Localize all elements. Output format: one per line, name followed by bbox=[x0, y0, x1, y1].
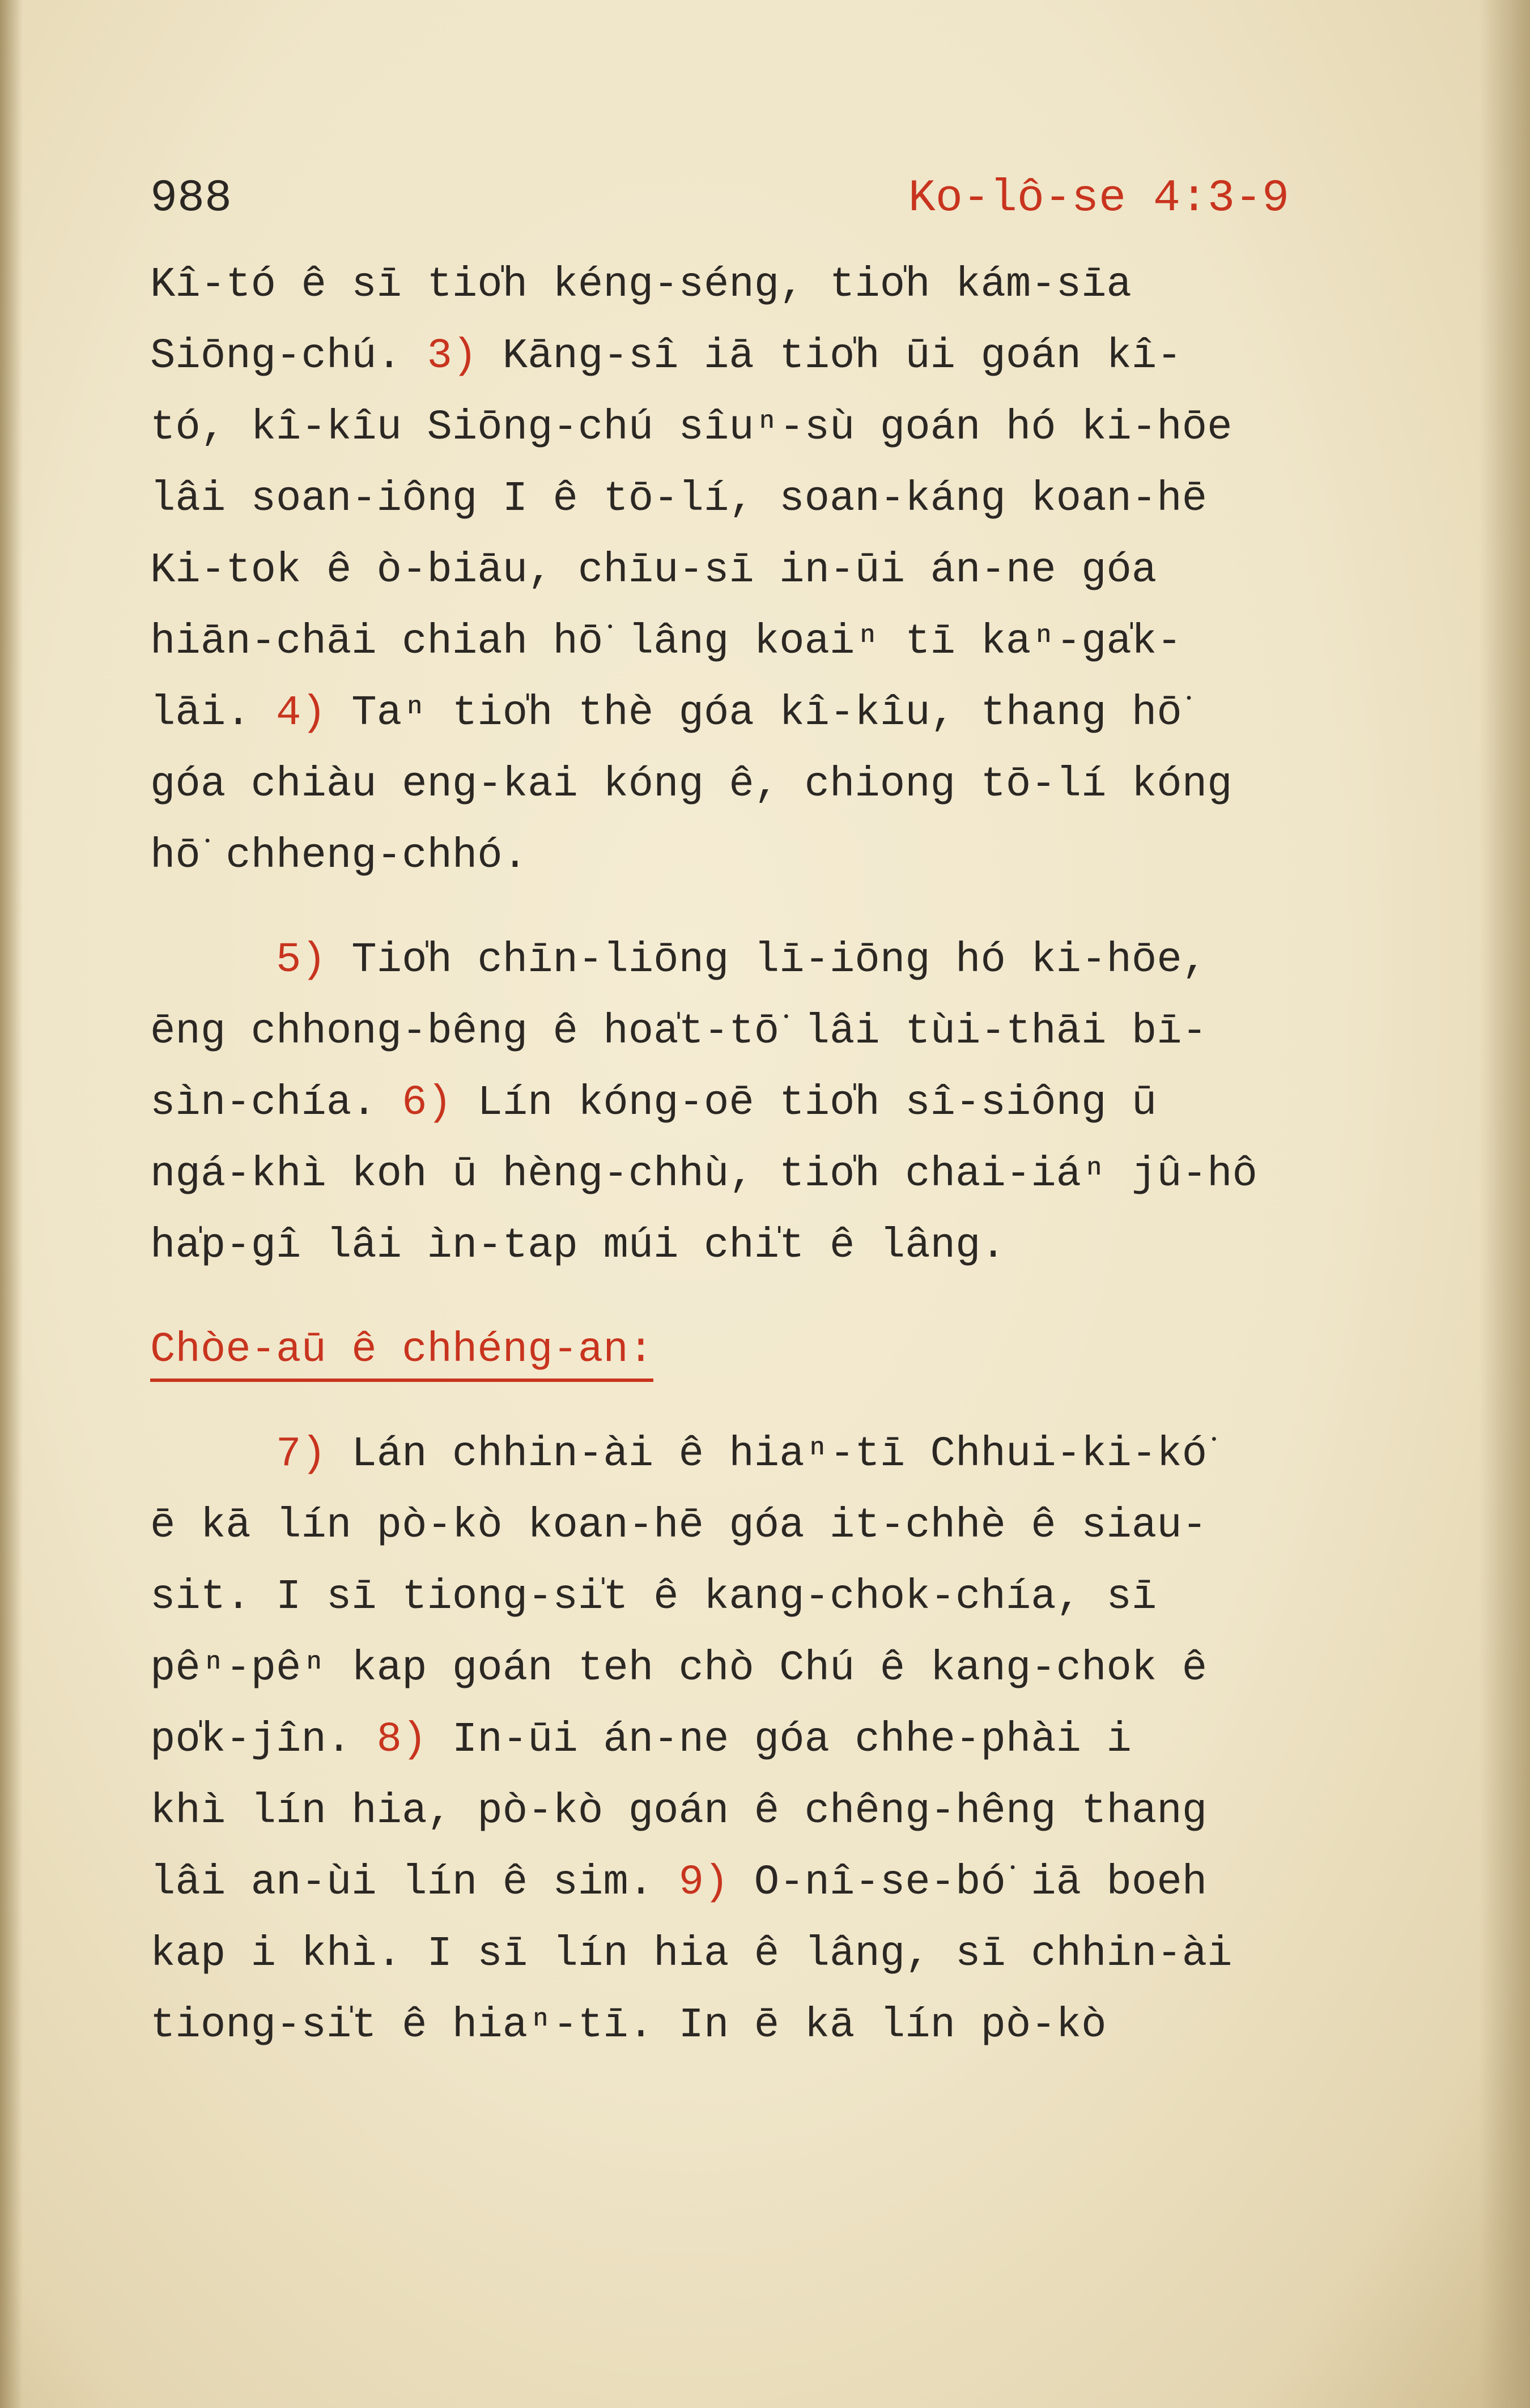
verse-number: 6) bbox=[402, 1079, 452, 1127]
text-line: lâi soan-iông I ê tō-lí, soan-káng koan-hē bbox=[150, 475, 1208, 523]
verse-number: 4) bbox=[276, 690, 326, 737]
text-line: Ki-tok ê ò-biāu, chīu-sī in-ūi án-ne góa bbox=[150, 547, 1157, 594]
text-line: pêⁿ-pêⁿ kap goán teh chò Chú ê kang-chok ê bbox=[150, 1645, 1208, 1692]
text-line: sìn-chía. 6) Lín kóng-oē tio̍h sî-siông ū bbox=[150, 1079, 1157, 1127]
section-heading: Chòe-aū ê chhéng-an: bbox=[150, 1322, 653, 1382]
section-heading-line bbox=[150, 1314, 1402, 1386]
verse-number: 8) bbox=[376, 1716, 427, 1764]
verse-number: 9) bbox=[678, 1859, 729, 1907]
text-line: 5) Tio̍h chīn-liōng lī-iōng hó ki-hōe, bbox=[276, 937, 1208, 984]
text-line: ē kā lín pò-kò koan-hē góa it-chhè ê siau- bbox=[150, 1502, 1208, 1550]
page-edge-right bbox=[1479, 0, 1530, 2408]
text-line: Siōng-chú. 3) Kāng-sî iā tio̍h ūi goán kî- bbox=[150, 333, 1182, 380]
running-head: Ko-lô-se 4:3-9 bbox=[908, 173, 1289, 224]
text-line: tó, kî-kîu Siōng-chú sîuⁿ-sù goán hó ki-hōe bbox=[150, 404, 1232, 452]
text-line: po̍k-jîn. 8) In-ūi án-ne góa chhe-phài i bbox=[150, 1716, 1132, 1764]
text-line: ha̍p-gî lâi ìn-tap múi chi̍t ê lâng. bbox=[150, 1222, 1006, 1270]
page-edge-left bbox=[0, 0, 23, 2408]
text-line: hiān-chāi chiah hō͘ lâng koaiⁿ tī kaⁿ-ga̍k- bbox=[150, 618, 1182, 666]
verse-number: 7) bbox=[276, 1431, 326, 1478]
text-line: kap i khì. I sī lín hia ê lâng, sī chhin-ài bbox=[150, 1930, 1232, 1978]
text-line: ēng chhong-bêng ê hoa̍t-tō͘ lâi tùi-thāi bī- bbox=[150, 1008, 1208, 1056]
page-header bbox=[150, 173, 1289, 235]
page-number: 988 bbox=[150, 173, 232, 224]
verse-number: 5) bbox=[276, 937, 326, 984]
text-line: lāi. 4) Taⁿ tio̍h thè góa kî-kîu, thang hō͘ bbox=[150, 690, 1182, 737]
page-body bbox=[150, 249, 1402, 2061]
text-line: sit. I sī tiong-si̍t ê kang-chok-chía, sī bbox=[150, 1573, 1157, 1621]
text-line: tiong-si̍t ê hiaⁿ-tī. In ē kā lín pò-kò bbox=[150, 2002, 1107, 2049]
text-line: ngá-khì koh ū hèng-chhù, tio̍h chai-iáⁿ jû-hô bbox=[150, 1151, 1257, 1198]
text-line: lâi an-ùi lín ê sim. 9) O-nî-se-bó͘ iā boeh bbox=[150, 1859, 1208, 1907]
verse-number: 3) bbox=[427, 333, 478, 380]
text-line: góa chiàu eng-kai kóng ê, chiong tō-lí kóng bbox=[150, 761, 1232, 809]
text-line: hō͘ chheng-chhó. bbox=[150, 832, 528, 880]
text-line: Kî-tó ê sī tio̍h kéng-séng, tio̍h kám-sīa bbox=[150, 261, 1132, 309]
text-line: 7) Lán chhin-ài ê hiaⁿ-tī Chhui-ki-kó͘ bbox=[276, 1431, 1208, 1478]
text-line: khì lín hia, pò-kò goán ê chêng-hêng thang bbox=[150, 1788, 1208, 1835]
